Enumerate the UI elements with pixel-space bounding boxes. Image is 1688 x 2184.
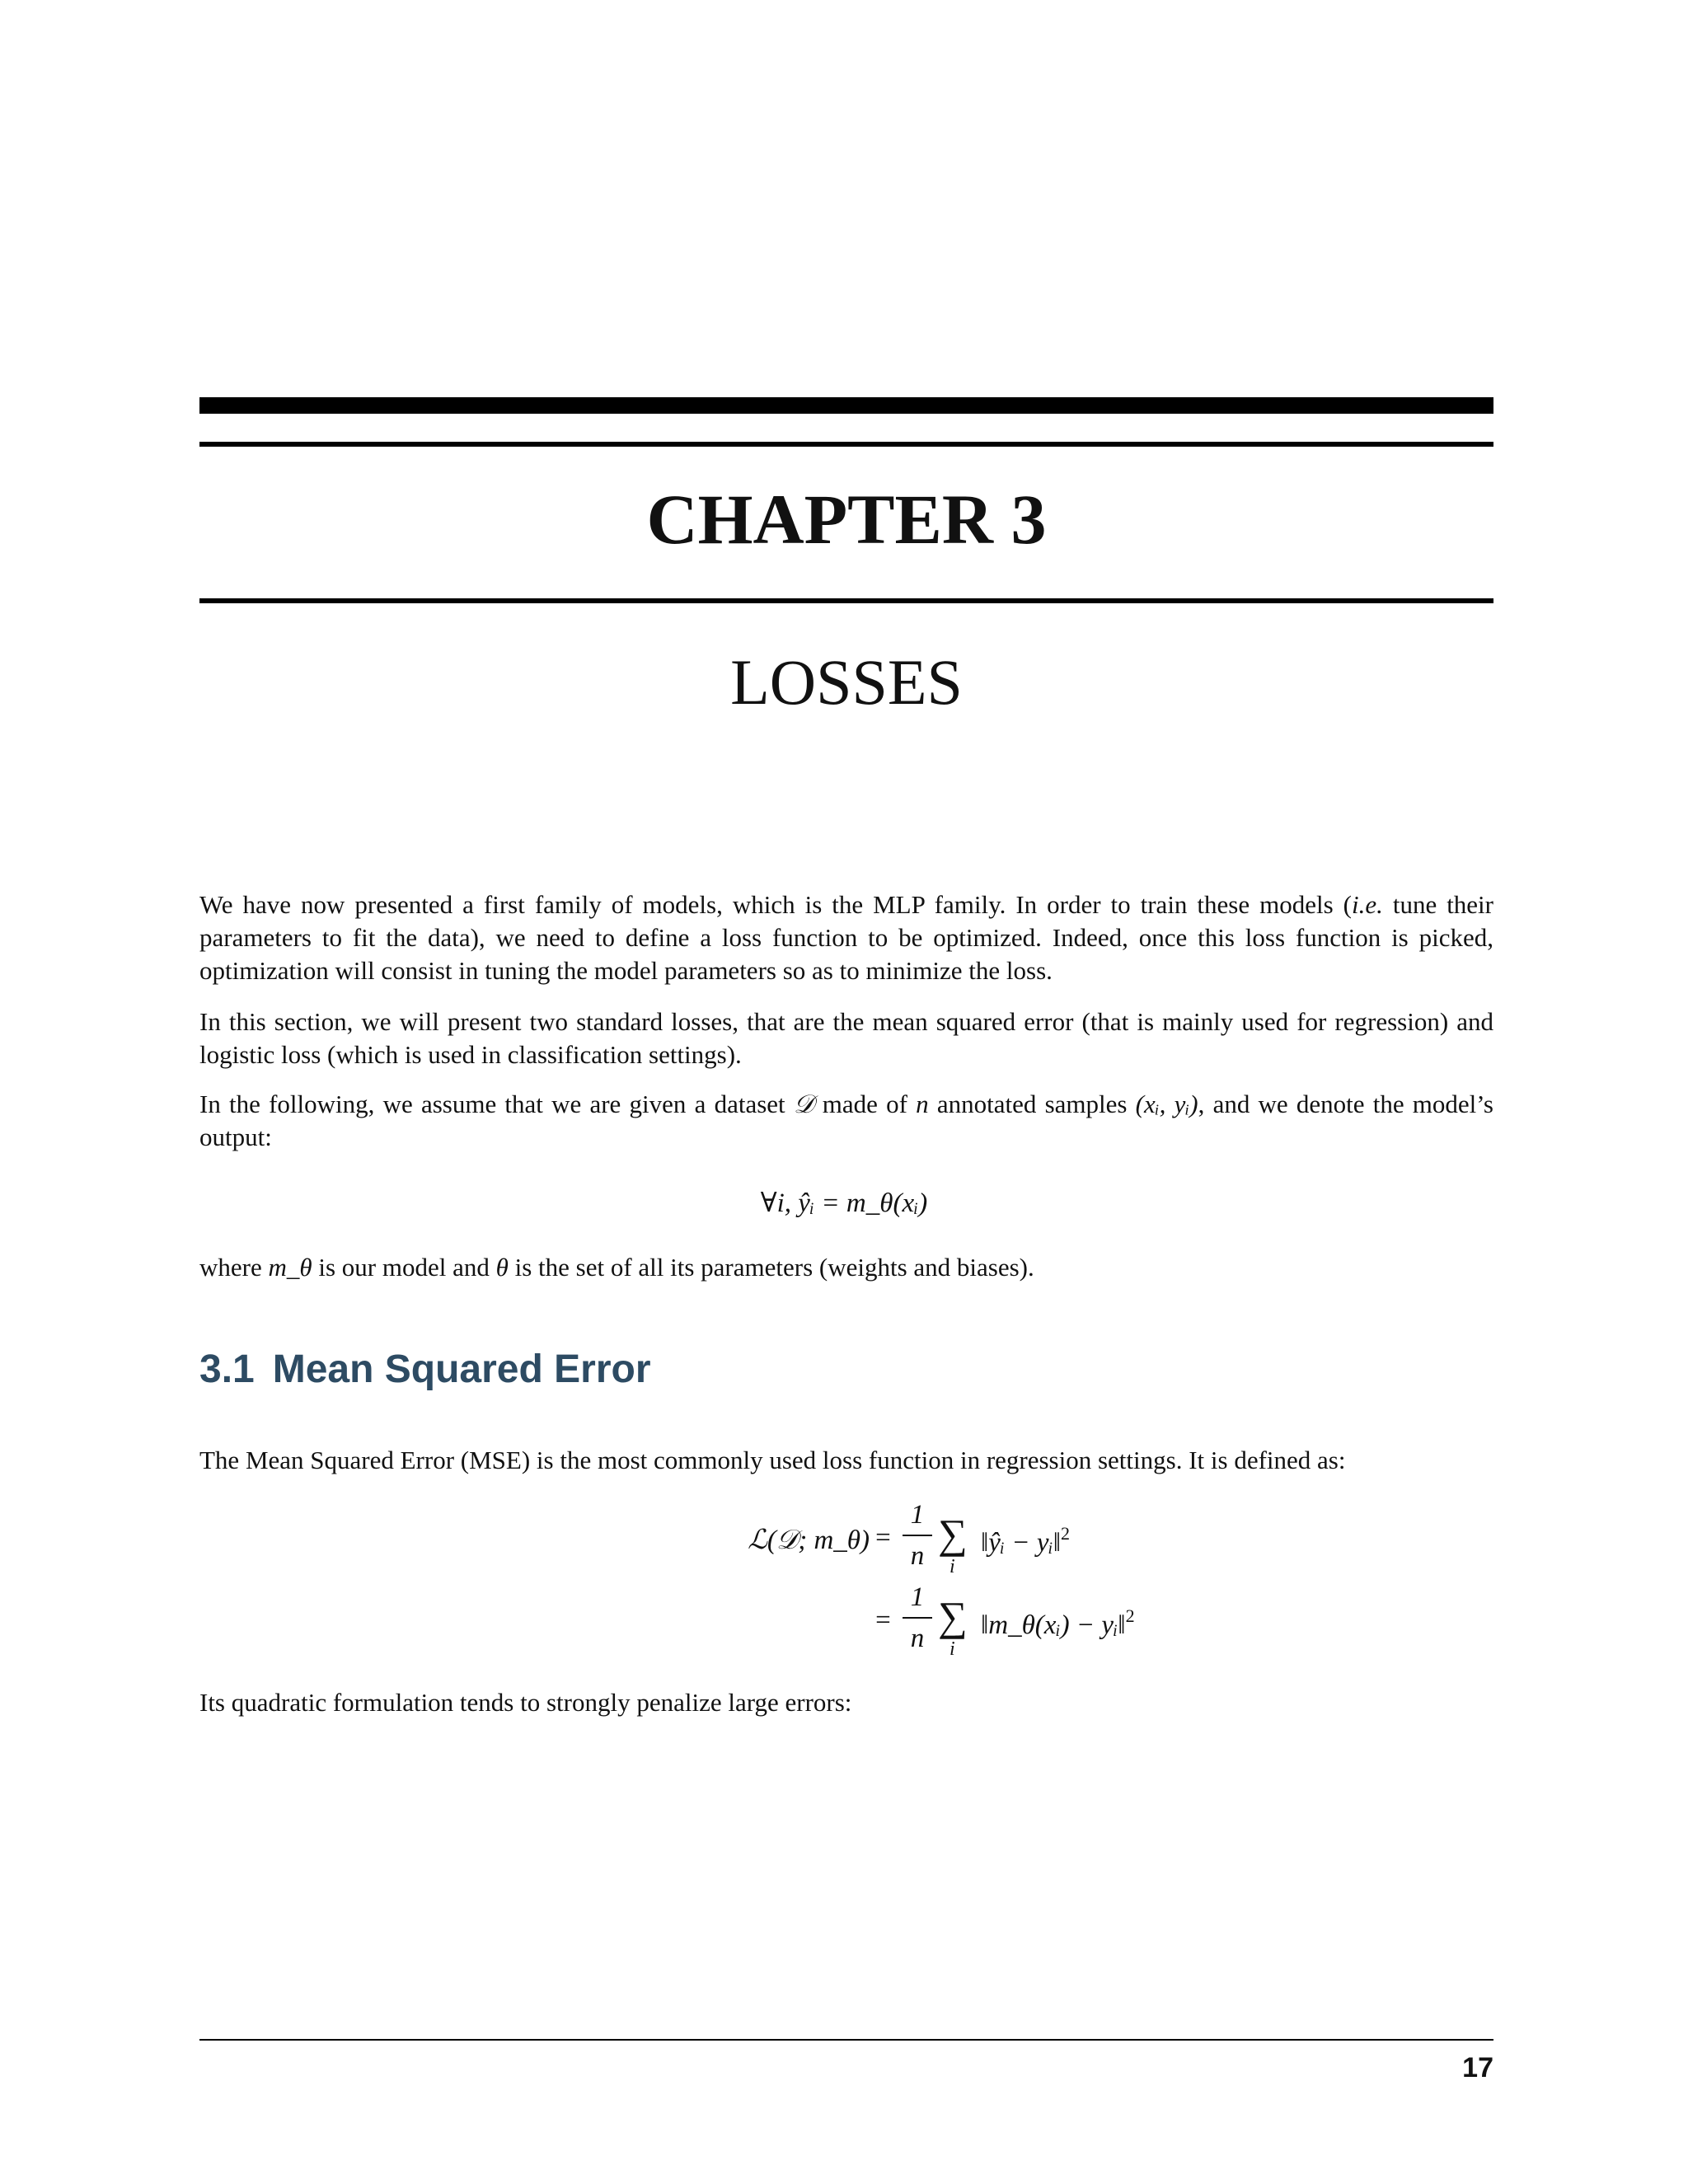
norm-model-error: ‖m_θ(xᵢ) − yᵢ‖: [981, 1610, 1126, 1640]
model-def-text-a: where: [199, 1253, 269, 1282]
mse-term-1: [981, 1523, 1070, 1558]
fraction-numerator: 1: [910, 1500, 925, 1530]
square-exponent: 2: [1125, 1605, 1135, 1626]
sample-pair-symbol: (xᵢ, yᵢ): [1135, 1090, 1198, 1118]
dataset-text-d: , and we denote the model’s output:: [199, 1090, 1493, 1151]
dataset-paragraph: [199, 1088, 1493, 1154]
model-def-text-b: is our model and: [312, 1253, 496, 1282]
fraction-denominator: n: [910, 1624, 925, 1653]
mse-equation-line-2: [626, 1581, 1137, 1663]
mse-term-2: [981, 1605, 1135, 1641]
square-exponent: 2: [1061, 1523, 1071, 1544]
page-number: 17: [1462, 2052, 1493, 2083]
chapter-label: CHAPTER 3: [646, 480, 1047, 559]
equals-sign: =: [874, 1605, 893, 1635]
chapter-bottom-rule: [199, 598, 1493, 603]
chapter-top-thick-rule: [199, 397, 1493, 414]
one-over-n-fraction: [903, 1498, 932, 1572]
intro-text-b: tune their parameters to fit the data), we need to define a loss function to be optimized. Indeed, once this loss function is picked, optimization will consist in tuning the model parameters so as to minimize the loss.: [199, 890, 1493, 985]
mse-equation: [626, 1498, 1137, 1671]
fraction-bar: [903, 1535, 932, 1536]
dataset-symbol: 𝒟: [793, 1090, 814, 1118]
model-definition-paragraph: [199, 1251, 1493, 1284]
ie-abbrev: i.e.: [1351, 890, 1383, 919]
intro-text-a: We have now presented a first family of models, which is the MLP family. In order to train these models (: [199, 890, 1352, 919]
one-over-n-fraction: [903, 1581, 932, 1655]
quadratic-note-paragraph: Its quadratic formulation tends to strongly penalize large errors:: [199, 1688, 852, 1717]
chapter-title: LOSSES: [730, 646, 963, 718]
dataset-text-b: made of: [814, 1090, 917, 1118]
section-overview-paragraph: In this section, we will present two standard losses, that are the mean squared error (that is mainly used for regression) and logistic loss (which is used in classification settings).: [199, 1007, 1493, 1069]
equals-sign: =: [874, 1523, 893, 1553]
section-heading-mse: [199, 1345, 651, 1394]
dataset-text-a: In the following, we assume that we are given a dataset: [199, 1090, 794, 1118]
fraction-bar: [903, 1617, 932, 1619]
intro-paragraph: [199, 888, 1493, 987]
model-symbol: m_θ: [268, 1253, 312, 1282]
theta-symbol: θ: [495, 1253, 509, 1282]
mse-definition-paragraph: The Mean Squared Error (MSE) is the most commonly used loss function in regression settings. It is defined as:: [199, 1446, 1346, 1474]
section-title: Mean Squared Error: [272, 1347, 651, 1391]
sum-index: i: [950, 1556, 955, 1577]
mse-equation-line-1: [626, 1498, 1137, 1581]
sample-count-symbol: n: [916, 1090, 929, 1118]
sum-index: i: [950, 1638, 955, 1660]
fraction-denominator: n: [910, 1541, 925, 1571]
chapter-top-rule: [199, 442, 1493, 447]
model-def-text-c: is the set of all its parameters (weights and biases).: [508, 1253, 1034, 1282]
fraction-numerator: 1: [910, 1582, 925, 1612]
sum-symbol: ∑: [938, 1511, 968, 1557]
norm-prediction-error: ‖ŷᵢ − yᵢ‖: [981, 1528, 1062, 1558]
model-output-equation: ∀i, ŷᵢ = m_θ(xᵢ): [760, 1188, 928, 1218]
mse-lhs: ℒ(𝒟; m_θ): [748, 1526, 870, 1555]
dataset-text-c: annotated samples: [928, 1090, 1136, 1118]
section-number: 3.1: [199, 1347, 255, 1391]
sum-symbol: ∑: [938, 1593, 968, 1639]
footer-rule: [199, 2039, 1493, 2041]
